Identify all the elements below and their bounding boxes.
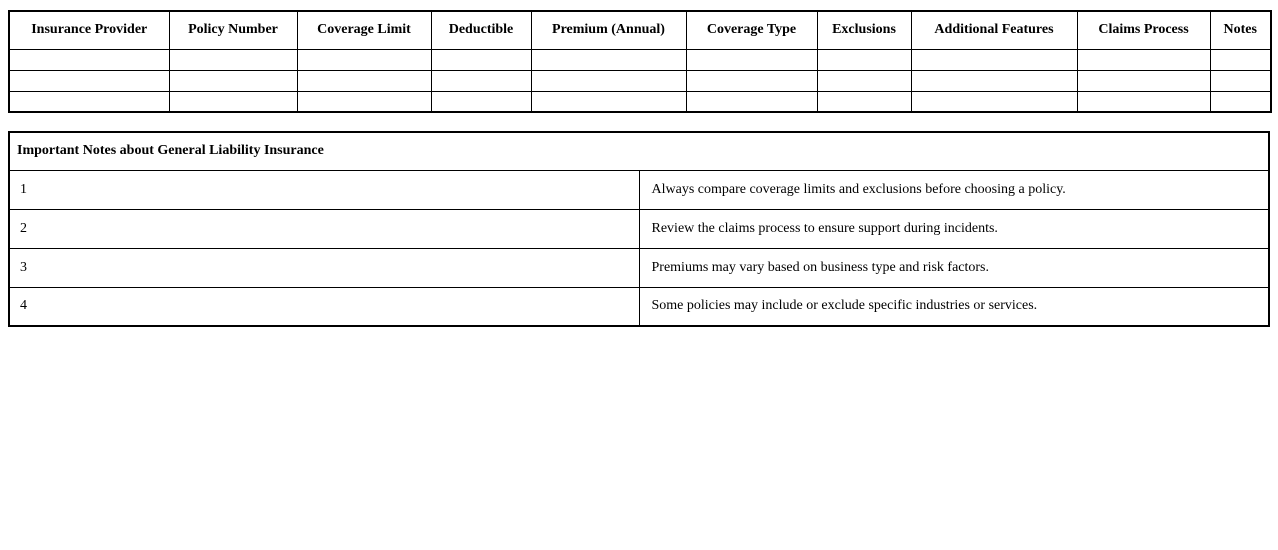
policy-comparison-table bbox=[8, 10, 1272, 113]
policy-column-header: Coverage Type bbox=[686, 11, 817, 49]
policy-column-header: Additional Features bbox=[911, 11, 1077, 49]
important-notes-table bbox=[8, 131, 1270, 327]
note-text: Always compare coverage limits and exclusions before choosing a policy. bbox=[639, 170, 1269, 209]
note-text: Some policies may include or exclude specific industries or services. bbox=[639, 287, 1269, 326]
note-number: 3 bbox=[9, 248, 639, 287]
policy-empty-cell[interactable] bbox=[297, 49, 431, 70]
policy-empty-cell[interactable] bbox=[686, 49, 817, 70]
policy-empty-cell[interactable] bbox=[817, 70, 911, 91]
policy-empty-cell[interactable] bbox=[1210, 70, 1271, 91]
policy-column-header: Exclusions bbox=[817, 11, 911, 49]
policy-empty-cell[interactable] bbox=[531, 70, 686, 91]
policy-empty-cell[interactable] bbox=[1210, 91, 1271, 112]
policy-empty-row bbox=[9, 91, 1271, 112]
policy-empty-cell[interactable] bbox=[531, 49, 686, 70]
policy-empty-cell[interactable] bbox=[9, 49, 169, 70]
notes-table-title: Important Notes about General Liability Insurance bbox=[9, 132, 1269, 170]
notes-title-row bbox=[9, 132, 1269, 170]
note-row bbox=[9, 209, 1269, 248]
policy-empty-cell[interactable] bbox=[297, 91, 431, 112]
policy-empty-cell[interactable] bbox=[911, 70, 1077, 91]
policy-column-header: Notes bbox=[1210, 11, 1271, 49]
policy-empty-cell[interactable] bbox=[431, 91, 531, 112]
policy-empty-cell[interactable] bbox=[9, 91, 169, 112]
policy-empty-cell[interactable] bbox=[1077, 70, 1210, 91]
policy-empty-cell[interactable] bbox=[297, 70, 431, 91]
policy-empty-cell[interactable] bbox=[817, 91, 911, 112]
note-number: 4 bbox=[9, 287, 639, 326]
policy-empty-cell[interactable] bbox=[911, 49, 1077, 70]
policy-column-header: Premium (Annual) bbox=[531, 11, 686, 49]
policy-empty-cell[interactable] bbox=[1077, 91, 1210, 112]
policy-column-header: Deductible bbox=[431, 11, 531, 49]
policy-empty-cell[interactable] bbox=[1210, 49, 1271, 70]
note-row bbox=[9, 287, 1269, 326]
policy-empty-row bbox=[9, 70, 1271, 91]
policy-empty-cell[interactable] bbox=[9, 70, 169, 91]
policy-empty-cell[interactable] bbox=[431, 49, 531, 70]
policy-empty-cell[interactable] bbox=[531, 91, 686, 112]
policy-column-header: Insurance Provider bbox=[9, 11, 169, 49]
policy-empty-cell[interactable] bbox=[169, 49, 297, 70]
note-text: Premiums may vary based on business type and risk factors. bbox=[639, 248, 1269, 287]
policy-column-header: Coverage Limit bbox=[297, 11, 431, 49]
policy-empty-cell[interactable] bbox=[169, 91, 297, 112]
policy-column-header: Policy Number bbox=[169, 11, 297, 49]
policy-empty-cell[interactable] bbox=[431, 70, 531, 91]
policy-column-header: Claims Process bbox=[1077, 11, 1210, 49]
policy-empty-cell[interactable] bbox=[169, 70, 297, 91]
note-text: Review the claims process to ensure support during incidents. bbox=[639, 209, 1269, 248]
notes-table-body bbox=[9, 132, 1269, 326]
note-number: 1 bbox=[9, 170, 639, 209]
policy-empty-row bbox=[9, 49, 1271, 70]
policy-empty-cell[interactable] bbox=[686, 91, 817, 112]
note-row bbox=[9, 248, 1269, 287]
note-row bbox=[9, 170, 1269, 209]
policy-empty-cell[interactable] bbox=[911, 91, 1077, 112]
policy-header-row bbox=[9, 11, 1271, 49]
policy-table-body bbox=[9, 49, 1271, 112]
policy-empty-cell[interactable] bbox=[686, 70, 817, 91]
note-number: 2 bbox=[9, 209, 639, 248]
policy-empty-cell[interactable] bbox=[1077, 49, 1210, 70]
policy-empty-cell[interactable] bbox=[817, 49, 911, 70]
